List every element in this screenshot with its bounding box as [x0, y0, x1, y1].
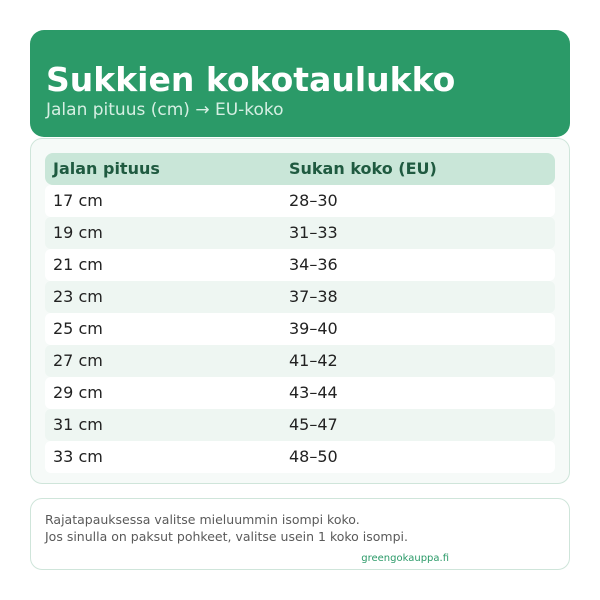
sock-size-cell: 37–38 — [289, 287, 338, 306]
size-table — [30, 138, 570, 484]
table-row — [45, 313, 555, 345]
sock-size-cell: 34–36 — [289, 255, 338, 274]
table-row — [45, 217, 555, 249]
sock-size-cell: 28–30 — [289, 191, 338, 210]
note-line-2: Jos sinulla on paksut pohkeet, valitse usein 1 koko isompi. — [45, 529, 408, 544]
foot-length-cell: 23 cm — [53, 287, 103, 306]
table-row — [45, 409, 555, 441]
table-row — [45, 249, 555, 281]
foot-length-cell: 19 cm — [53, 223, 103, 242]
foot-length-cell: 33 cm — [53, 447, 103, 466]
foot-length-cell: 27 cm — [53, 351, 103, 370]
foot-length-cell: 17 cm — [53, 191, 103, 210]
foot-length-cell: 21 cm — [53, 255, 103, 274]
sock-size-cell: 45–47 — [289, 415, 338, 434]
sock-size-cell: 39–40 — [289, 319, 338, 338]
note-line-1: Rajatapauksessa valitse mieluummin isompi koko. — [45, 512, 360, 527]
table-row — [45, 441, 555, 473]
sock-size-cell: 31–33 — [289, 223, 338, 242]
table-row — [45, 281, 555, 313]
foot-length-cell: 31 cm — [53, 415, 103, 434]
foot-length-cell: 25 cm — [53, 319, 103, 338]
foot-length-cell: 29 cm — [53, 383, 103, 402]
notes-box — [30, 498, 570, 570]
sock-size-cell: 41–42 — [289, 351, 338, 370]
column-header-foot-length: Jalan pituus — [53, 159, 160, 178]
table-body — [45, 185, 555, 473]
table-row — [45, 377, 555, 409]
page-title: Sukkien kokotaulukko — [46, 60, 456, 99]
sock-size-cell: 48–50 — [289, 447, 338, 466]
table-row — [45, 185, 555, 217]
column-header-sock-size: Sukan koko (EU) — [289, 159, 437, 178]
sock-size-cell: 43–44 — [289, 383, 338, 402]
table-header-row — [45, 153, 555, 185]
page-subtitle: Jalan pituus (cm) → EU-koko — [46, 100, 284, 120]
table-row — [45, 345, 555, 377]
page-header — [30, 30, 570, 137]
site-link[interactable]: greengokauppa.fi — [361, 553, 449, 564]
